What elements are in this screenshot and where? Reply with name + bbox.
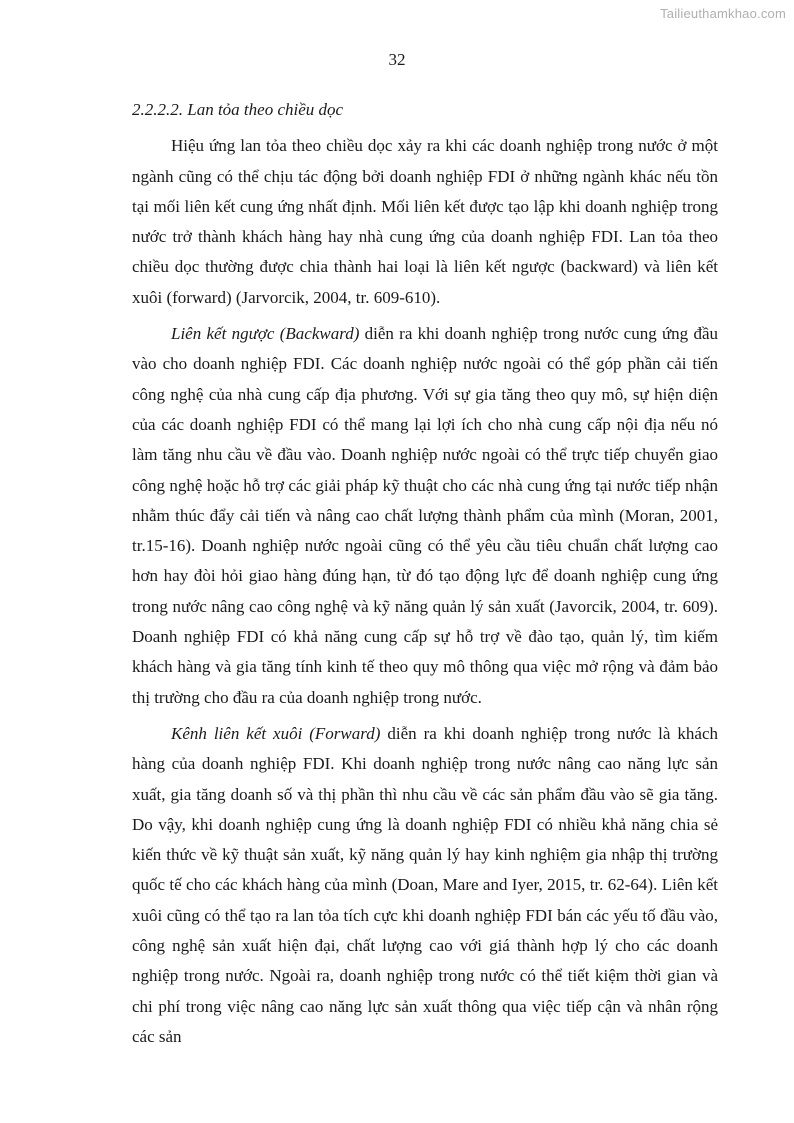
page-number: 32 [388,50,406,69]
watermark: Tailieuthamkhao.com [660,6,786,21]
paragraph-text: diễn ra khi doanh nghiệp trong nước cung ứng đầu vào cho doanh nghiệp FDI. Các doanh nghiệp nước ngoài có thể góp phần cải tiến công nghệ của nhà cung cấp địa phương. Với sự gia tăng theo quy mô, sự hiện diện của các doanh nghiệp FDI có thể mang lại lợi ích cho nhà cung cấp nội địa nếu nó làm tăng nhu cầu về đầu vào. Doanh nghiệp nước ngoài có thể trực tiếp chuyển giao công nghệ hoặc hỗ trợ các giải pháp kỹ thuật cho các nhà cung ứng tại nước tiếp nhận nhằm thúc đẩy cải tiến và nâng cao chất lượng thành phẩm của mình (Moran, 2001, tr.15-16). Doanh nghiệp nước ngoài cũng có thể yêu cầu tiêu chuẩn chất lượng cao hơn hay đòi hỏi giao hàng đúng hạn, từ đó tạo động lực để doanh nghiệp cung ứng trong nước nâng cao công nghệ và kỹ năng quản lý sản xuất (Javorcik, 2004, tr. 609). Doanh nghiệp FDI có khả năng cung cấp sự hỗ trợ về đào tạo, quản lý, tìm kiếm khách hàng và gia tăng tính kinh tế theo quy mô thông qua việc mở rộng và đảm bảo thị trường cho đầu ra của doanh nghiệp trong nước. [132,324,718,707]
section-heading: 2.2.2.2. Lan tỏa theo chiều dọc [132,100,344,119]
backward-linkage-term: Liên kết ngược (Backward) [171,324,360,344]
paragraph-forward-linkage [132,719,718,1052]
paragraph-vertical-spillover-intro [132,131,718,313]
paragraph-text: Hiệu ứng lan tỏa theo chiều dọc xảy ra khi các doanh nghiệp trong nước ở một ngành cũng có thể chịu tác động bởi doanh nghiệp FDI ở những ngành khác nếu tồn tại mối liên kết cung ứng nhất định. Mối liên kết được tạo lập khi doanh nghiệp trong nước trở thành khách hàng hay nhà cung ứng của doanh nghiệp FDI. Lan tỏa theo chiều dọc thường được chia thành hai loại là liên kết ngược (backward) và liên kết xuôi (forward) (Jarvorcik, 2004, tr. 609-610). [132,136,718,307]
document-body [132,95,718,1058]
paragraph-backward-linkage [132,319,718,713]
forward-linkage-term: Kênh liên kết xuôi (Forward) [171,723,381,743]
paragraph-text: diễn ra khi doanh nghiệp trong nước là khách hàng của doanh nghiệp FDI. Khi doanh nghiệp trong nước nâng cao năng lực sản xuất, gia tăng doanh số và thị phần thì nhu cầu về các sản phẩm đầu vào sẽ gia tăng. Do vậy, khi doanh nghiệp cung ứng là doanh nghiệp FDI có nhiều khả năng chia sẻ kiến thức về kỹ thuật sản xuất, kỹ năng quản lý hay kinh nghiệm gia nhập thị trường quốc tế cho các khách hàng của mình (Doan, Mare and Iyer, 2015, tr. 62-64). Liên kết xuôi cũng có thể tạo ra lan tỏa tích cực khi doanh nghiệp FDI bán các yếu tố đầu vào, công nghệ sản xuất hiện đại, chất lượng cao với giá thành hợp lý cho các doanh nghiệp trong nước. Ngoài ra, doanh nghiệp trong nước có thể tiết kiệm thời gian và chi phí trong việc nâng cao năng lực sản xuất thông qua việc tiếp cận và nhân rộng các sản [132,723,718,1046]
